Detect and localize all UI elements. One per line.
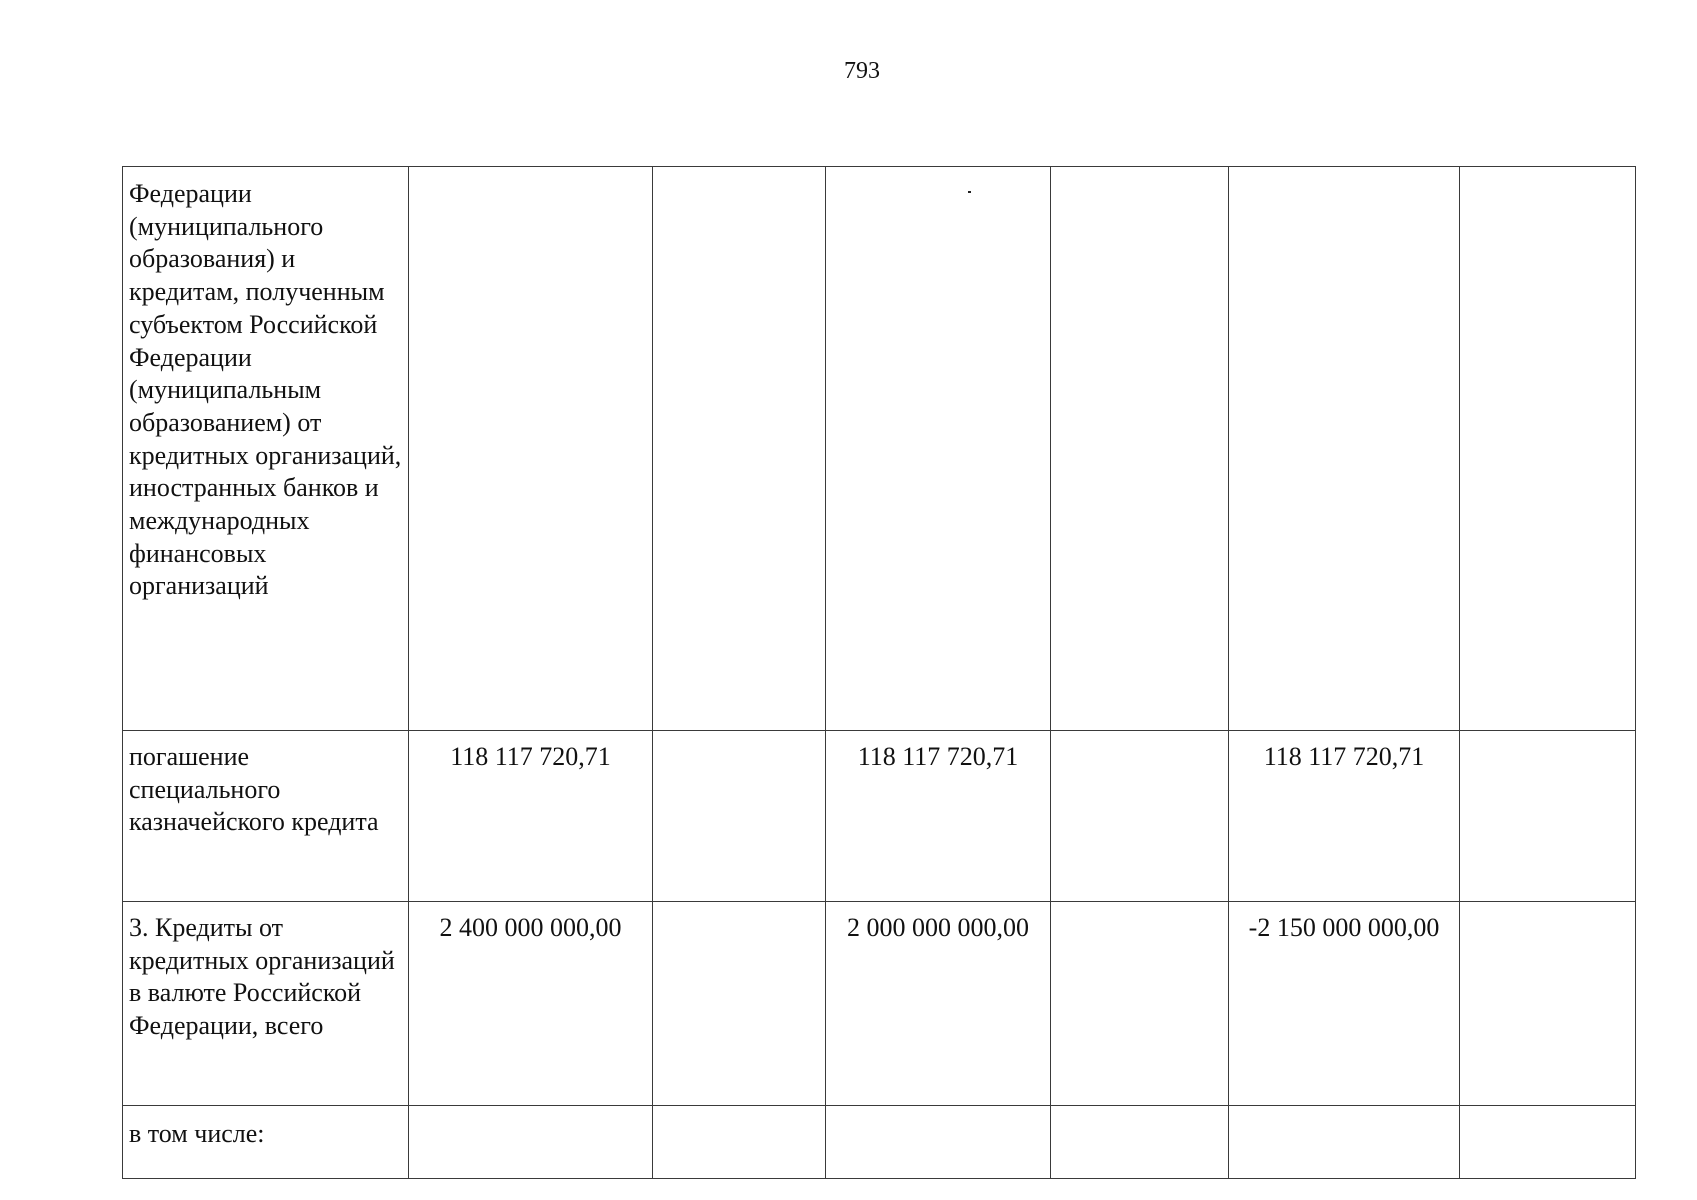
value-cell (826, 167, 1051, 731)
value-cell (1051, 167, 1229, 731)
value-cell: -2 150 000 000,00 (1229, 902, 1460, 1106)
table-row (123, 167, 1636, 731)
value-cell: 118 117 720,71 (409, 731, 653, 902)
row-label: Федерации (муниципального образования) и кредитам, полученным субъектом Российской Федерации (муниципальным образованием) от кредитных организаций, иностранных банков и международных финансовых организаций (123, 167, 409, 731)
value-cell (653, 731, 826, 902)
table-row (123, 1106, 1636, 1179)
value-cell (409, 167, 653, 731)
value-cell (1460, 902, 1636, 1106)
value-cell (1051, 731, 1229, 902)
value-cell (1051, 1106, 1229, 1179)
value-cell (409, 1106, 653, 1179)
row-label: 3. Кредиты от кредитных организаций в валюте Российской Федерации, всего (123, 902, 409, 1106)
value-cell (1229, 167, 1460, 731)
value-cell (1229, 1106, 1460, 1179)
value-cell (1460, 167, 1636, 731)
value-cell (653, 1106, 826, 1179)
page-number: 793 (844, 58, 880, 84)
value-cell (1460, 1106, 1636, 1179)
budget-table (122, 166, 1636, 1179)
value-cell: 2 400 000 000,00 (409, 902, 653, 1106)
table-row (123, 902, 1636, 1106)
row-label: погашение специального казначейского кредита (123, 731, 409, 902)
value-cell: 118 117 720,71 (826, 731, 1051, 902)
value-cell: 118 117 720,71 (1229, 731, 1460, 902)
value-cell (653, 902, 826, 1106)
value-cell: 2 000 000 000,00 (826, 902, 1051, 1106)
value-cell (653, 167, 826, 731)
row-label: в том числе: (123, 1106, 409, 1179)
value-cell (1051, 902, 1229, 1106)
table-row (123, 731, 1636, 902)
value-cell (1460, 731, 1636, 902)
value-cell (826, 1106, 1051, 1179)
